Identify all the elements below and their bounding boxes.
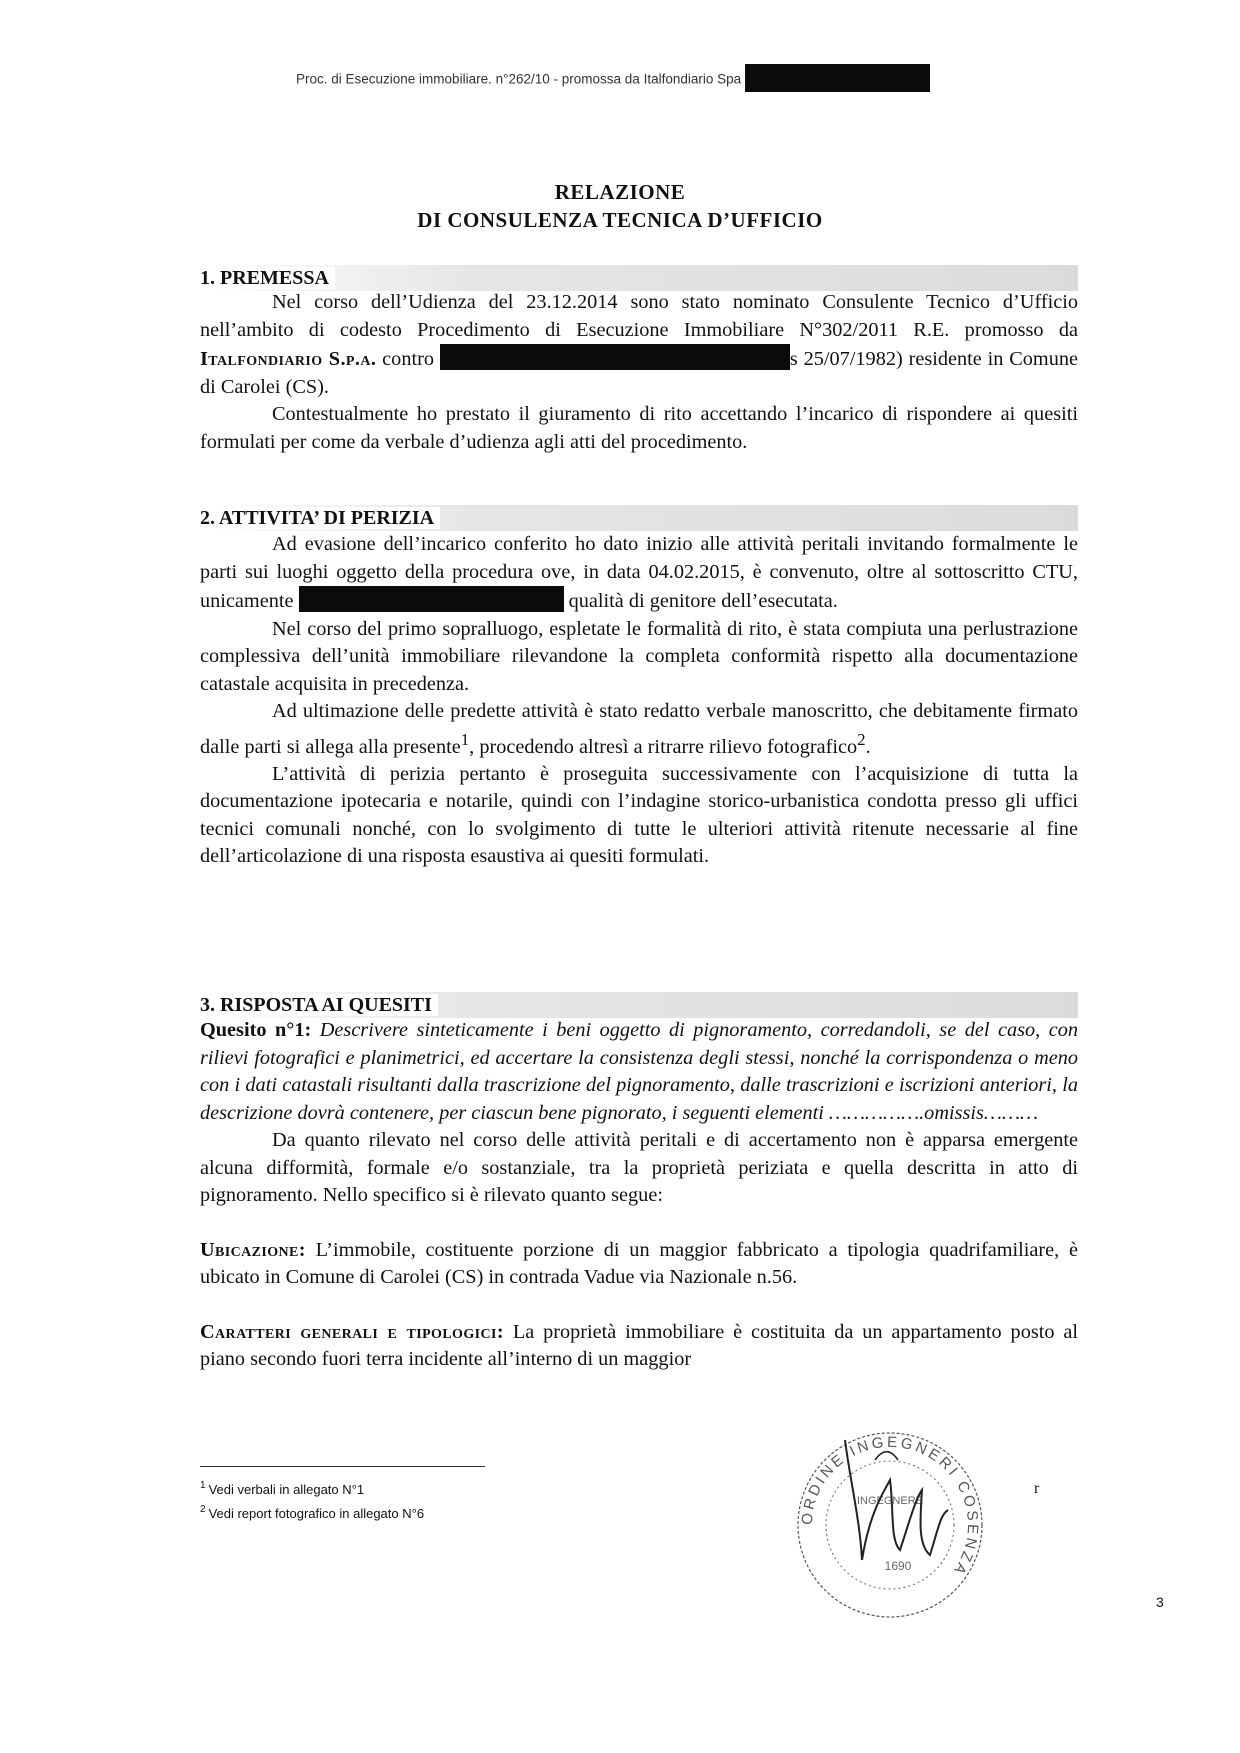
footnote-ref-1: 1 (460, 729, 470, 749)
section-3-heading-text: 3. RISPOSTA AI QUESITI (200, 994, 438, 1016)
section-1-paragraph-1 (200, 289, 1078, 401)
s1-p1-c: s 25/07/1982) residente in Comune di Carolei (CS). (200, 348, 1078, 398)
s2-p3-c: . (865, 735, 871, 758)
caratteri-paragraph (200, 1319, 1078, 1374)
quesito-1-text: Descrivere sinteticamente i beni oggetto di pignoramento, corredandoli, se del caso, con rilievi fotografici e planimetrici, ed accertare la consistenza degli stessi, nonché la corrispondenza o meno con i dati catastali risultanti dalla trascrizione del pignoramento, dalle trascrizioni e iscrizioni anteriori, la descrizione dovrà contenere, per ciascun bene pignorato, i seguenti elementi …………….omissis……… (200, 1019, 1078, 1124)
section-2-body (200, 531, 1078, 871)
section-3-body (200, 1017, 1078, 1374)
footnote-2-number: 2 (200, 1504, 206, 1515)
section-1-paragraph-2: Contestualmente ho prestato il giuramento di rito accettando l’incarico di rispondere ai quesiti formulati per come da verbale d’udienza agli atti del procedimento. (200, 403, 1078, 453)
header-redaction (745, 64, 930, 92)
section-1-heading (200, 265, 1078, 291)
header-text: Proc. di Esecuzione immobiliare. n°262/10 - promossa da Italfondiario Spa (296, 71, 742, 87)
footnote-2-text: Vedi report fotografico in allegato N°6 (208, 1506, 425, 1521)
s2-p1-a: Ad evasione dell’incarico conferito ho dato inizio alle attività peritali invitando formalmente le parti sui luoghi oggetto della procedura ove, in data 04.02.2015, è convenuto, oltre al sottoscritto CTU, unicamente (200, 533, 1078, 612)
signature-flourish (875, 1452, 898, 1460)
ubicazione-label: Ubicazione: (200, 1238, 306, 1261)
s2-p3-a: Ad ultimazione delle predette attività è stato redatto verbale manoscritto, che debitamente firmato dalle parti si allega alla presente (200, 700, 1078, 758)
section-1-heading-text: 1. PREMESSA (200, 267, 335, 289)
footnote-1-text: Vedi verbali in allegato N°1 (208, 1482, 365, 1497)
ubicazione-text: L’immobile, costituente porzione di un maggior fabbricato a tipologia quadrifamiliare, è ubicato in Comune di Carolei (CS) in contrada Vadue via Nazionale n.56. (200, 1238, 1078, 1288)
engineer-stamp (790, 1420, 990, 1630)
footnote-1 (200, 1476, 424, 1500)
section-2-paragraph-4: L’attività di perizia pertanto è proseguita successivamente con l’acquisizione di tutta la documentazione ipotecaria e notarile, quindi con l’indagine storico-urbanistica condotta presso gli uffici tecnici comunali nonché, con lo svolgimento di tutte le ulteriori attività ritenute necessarie al fine dell’articolazione di una risposta esaustiva ai quesiti formulati. (200, 762, 1078, 868)
stamp-inner-text: INGEGNERE (856, 1495, 924, 1507)
s2-p3-b: , procedendo altresì a ritrarre rilievo fotografico (469, 735, 858, 758)
s2-p1-b: qualità di genitore dell’esecutata. (563, 590, 838, 612)
section-2-paragraph-2: Nel corso del primo sopralluogo, espletate le formalità di rito, è stata compiuta una perlustrazione complessiva dell’unità immobiliare rilevandone la completa conformità rispetto alla documentazione catastale acquisita in precedenza. (200, 617, 1078, 695)
footnotes (200, 1476, 424, 1524)
section-3-paragraph-1: Da quanto rilevato nel corso delle attività peritali e di accertamento non è apparsa emergente alcuna difformità, formale e/o sostanziale, tra la proprietà periziata e quella descritta in atto di pignoramento. Nello specifico si è rilevato quanto segue: (200, 1129, 1078, 1206)
quesito-1 (200, 1017, 1078, 1127)
running-header (296, 66, 930, 94)
footnote-1-number: 1 (200, 1480, 206, 1491)
s2-p1-redaction (299, 586, 564, 612)
caratteri-label: Caratteri generali e tipologici: (200, 1320, 504, 1343)
page-number: 3 (1156, 1594, 1164, 1610)
stamp-number: 1690 (884, 1559, 912, 1573)
document-title-line2: DI CONSULENZA TECNICA D’UFFICIO (417, 208, 823, 232)
ubicazione-paragraph (200, 1237, 1078, 1292)
section-2-paragraph-3 (200, 698, 1078, 761)
section-2-heading (200, 505, 1078, 531)
section-3-heading (200, 992, 1078, 1018)
quesito-1-label: Quesito n°1: (200, 1019, 312, 1041)
s1-p1-b: contro (376, 348, 440, 370)
margin-mark: r (1034, 1480, 1040, 1497)
caratteri-text: La proprietà immobiliare è costituita da un appartamento posto al piano secondo fuori terra incidente all’interno di un maggior (200, 1320, 1078, 1370)
section-2-heading-text: 2. ATTIVITA’ DI PERIZIA (200, 507, 440, 529)
s1-p1-redaction (440, 344, 790, 370)
s1-p1-company: Italfondiario S.p.a. (200, 348, 377, 370)
section-2-paragraph-1 (200, 531, 1078, 616)
stamp-outer-text: ORDINE INGEGNERI COSENZA (798, 1433, 982, 1580)
document-title-line1: RELAZIONE (554, 180, 686, 204)
footnote-2 (200, 1500, 424, 1524)
section-1-body (200, 289, 1078, 456)
footnote-rule (200, 1466, 485, 1467)
s1-p1-a: Nel corso dell’Udienza del 23.12.2014 sono stato nominato Consulente Tecnico d’Ufficio nell’ambito di codesto Procedimento di Esecuzione Immobiliare N°302/2011 R.E. promosso da (200, 291, 1078, 341)
footnote-ref-2: 2 (857, 729, 866, 749)
